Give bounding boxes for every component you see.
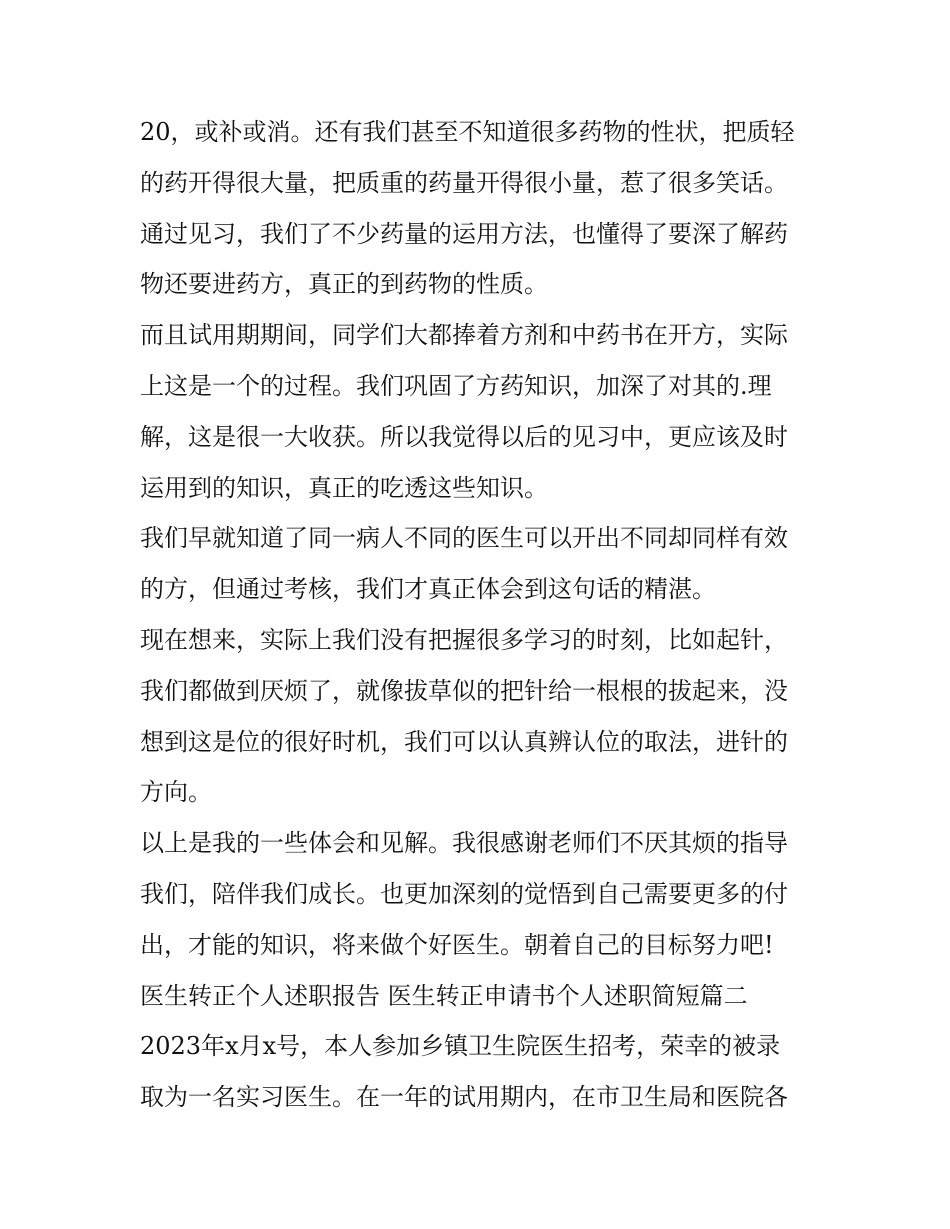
text-line: 以上是我的一些体会和见解。我很感谢老师们不厌其烦的指导 — [140, 829, 788, 858]
text-line: 上这是一个的过程。我们巩固了方药知识，加深了对其的.理 — [140, 371, 772, 400]
text-line: 通过见习，我们了不少药量的运用方法，也懂得了要深了解药 — [140, 219, 788, 248]
text-line: 而且试用期期间，同学们大都捧着方剂和中药书在开方，实际 — [140, 321, 788, 350]
text-line: 出，才能的知识，将来做个好医生。朝着自己的目标努力吧! — [140, 930, 774, 959]
text-line: 方向。 — [140, 778, 212, 807]
document-body — [140, 107, 820, 1123]
text-line: 取为一名实习医生。在一年的试用期内，在市卫生局和医院各 — [140, 1083, 788, 1112]
text-line: 现在想来，实际上我们没有把握很多学习的时刻，比如起针， — [140, 625, 788, 654]
text-line: 我们早就知道了同一病人不同的医生可以开出不同却同样有效 — [140, 524, 788, 553]
section-title: 医生转正个人述职报告 医生转正申请书个人述职简短篇二 — [140, 981, 748, 1010]
text-line: 20，或补或消。还有我们甚至不知道很多药物的性状，把质轻 — [140, 118, 795, 146]
text-line: 运用到的知识，真正的吃透这些知识。 — [140, 473, 548, 502]
text-line: 的药开得很大量，把质重的药量开得很小量，惹了很多笑话。 — [140, 168, 788, 197]
text-line: 我们，陪伴我们成长。也更加深刻的觉悟到自己需要更多的付 — [140, 879, 788, 908]
text-line: 解，这是很一大收获。所以我觉得以后的见习中，更应该及时 — [140, 422, 788, 451]
text-line: 2023年x月x号，本人参加乡镇卫生院医生招考，荣幸的被录 — [140, 1032, 781, 1061]
text-line: 想到这是位的很好时机，我们可以认真辨认位的取法，进针的 — [140, 727, 788, 756]
text-line: 物还要进药方，真正的到药物的性质。 — [140, 270, 548, 299]
text-line: 我们都做到厌烦了，就像拔草似的把针给一根根的拔起来，没 — [140, 676, 788, 705]
text-line: 的方，但通过考核，我们才真正体会到这句话的精湛。 — [140, 575, 716, 604]
